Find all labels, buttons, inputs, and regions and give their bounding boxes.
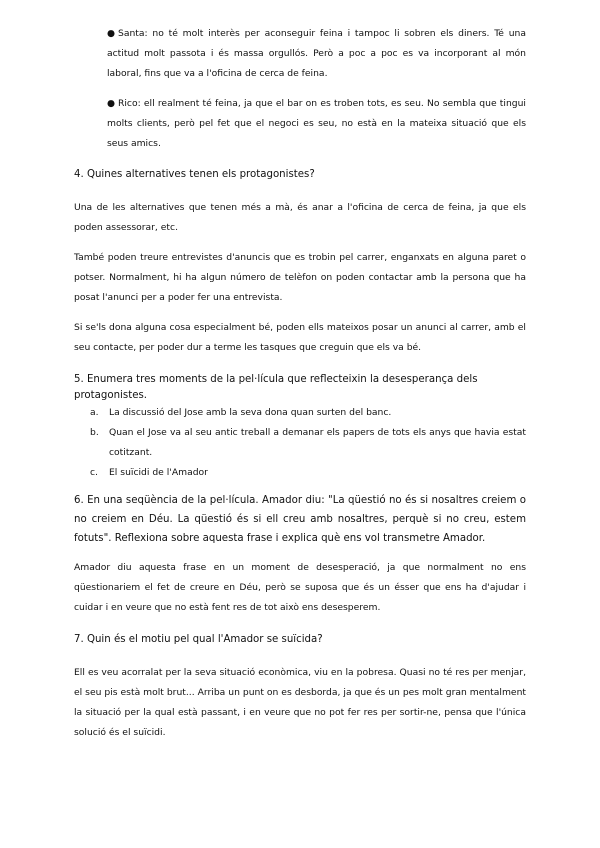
list-item-text: La discussió del Jose amb la seva dona quan surten del banc. — [109, 407, 392, 418]
list-item — [90, 463, 526, 483]
bullet-santa — [107, 24, 526, 84]
answer-4-paragraph-1: Una de les alternatives que tenen més a mà, és anar a l'oficina de cerca de feina, ja que els poden assessorar, etc. — [74, 202, 526, 233]
bullet-marker: ● — [107, 98, 116, 109]
bullet-text: Rico: ell realment té feina, ja que el bar on es troben tots, es seu. No sembla que tingui molts clients, però pel fet que el negoci es seu, no està en la mateixa situació que els seus amics. — [107, 98, 526, 149]
answer-6: Amador diu aquesta frase en un moment de desesperació, ja que normalment no ens qüestionariem el fet de creure en Déu, però se suposa que és un ésser que ens ha d'ajudar i cuidar i en veure que no està fent res de tot això ens desesperem. — [74, 562, 526, 613]
answer-4-paragraph-2: També poden treure entrevistes d'anuncis que es trobin pel carrer, enganxats en alguna paret o potser. Normalment, hi ha algun número de telèfon on poden contactar amb la persona que ha posat l'anunci per a poder fer una entrevista. — [74, 252, 526, 303]
bullet-marker: ● — [107, 28, 116, 39]
question-7: 7. Quin és el motiu pel qual l'Amador se suïcida? — [74, 634, 323, 645]
list-marker: c. — [90, 467, 98, 478]
list-item-text: El suïcidi de l'Amador — [109, 467, 208, 478]
moments-list — [90, 403, 526, 483]
question-5: 5. Enumera tres moments de la pel·lícula que reflecteixin la desesperança dels protagonistes. — [74, 374, 478, 401]
list-item — [90, 423, 526, 463]
list-item-text: Quan el Jose va al seu antic treball a demanar els papers de tots els anys que havia estat cotitzant. — [109, 427, 526, 458]
bullet-rico — [107, 94, 526, 154]
question-4: 4. Quines alternatives tenen els protagonistes? — [74, 169, 315, 180]
answer-7: Ell es veu acorralat per la seva situació econòmica, viu en la pobresa. Quasi no té res per menjar, el seu pis està molt brut... Arriba un punt on es desborda, ja que és un pes molt gran mentalment la situació per la qual està passant, i en veure que no pot fer res per sortir-ne, pensa que l'única solució és el suïcidi. — [74, 667, 526, 738]
list-item — [90, 403, 526, 423]
question-6: 6. En una seqüència de la pel·lícula. Amador diu: "La qüestió no és si nosaltres creiem o no creiem en Déu. La qüestió és si ell creu amb nosaltres, perquè si no creu, estem fotuts". Reflexiona sobre aquesta frase i explica què ens vol transmetre Amador. — [74, 495, 526, 544]
answer-4-paragraph-3: Si se'ls dona alguna cosa especialment bé, poden ells mateixos posar un anunci al carrer, amb el seu contacte, per poder dur a terme les tasques que creguin que els va bé. — [74, 322, 526, 353]
list-marker: a. — [90, 407, 99, 418]
list-marker: b. — [90, 427, 99, 438]
bullet-text: Santa: no té molt interès per aconseguir feina i tampoc li sobren els diners. Té una actitud molt passota i és massa orgullós. Però a poc a poc es va incorporant al món laboral, fins que va a l'oficina de cerca de feina. — [107, 28, 526, 79]
